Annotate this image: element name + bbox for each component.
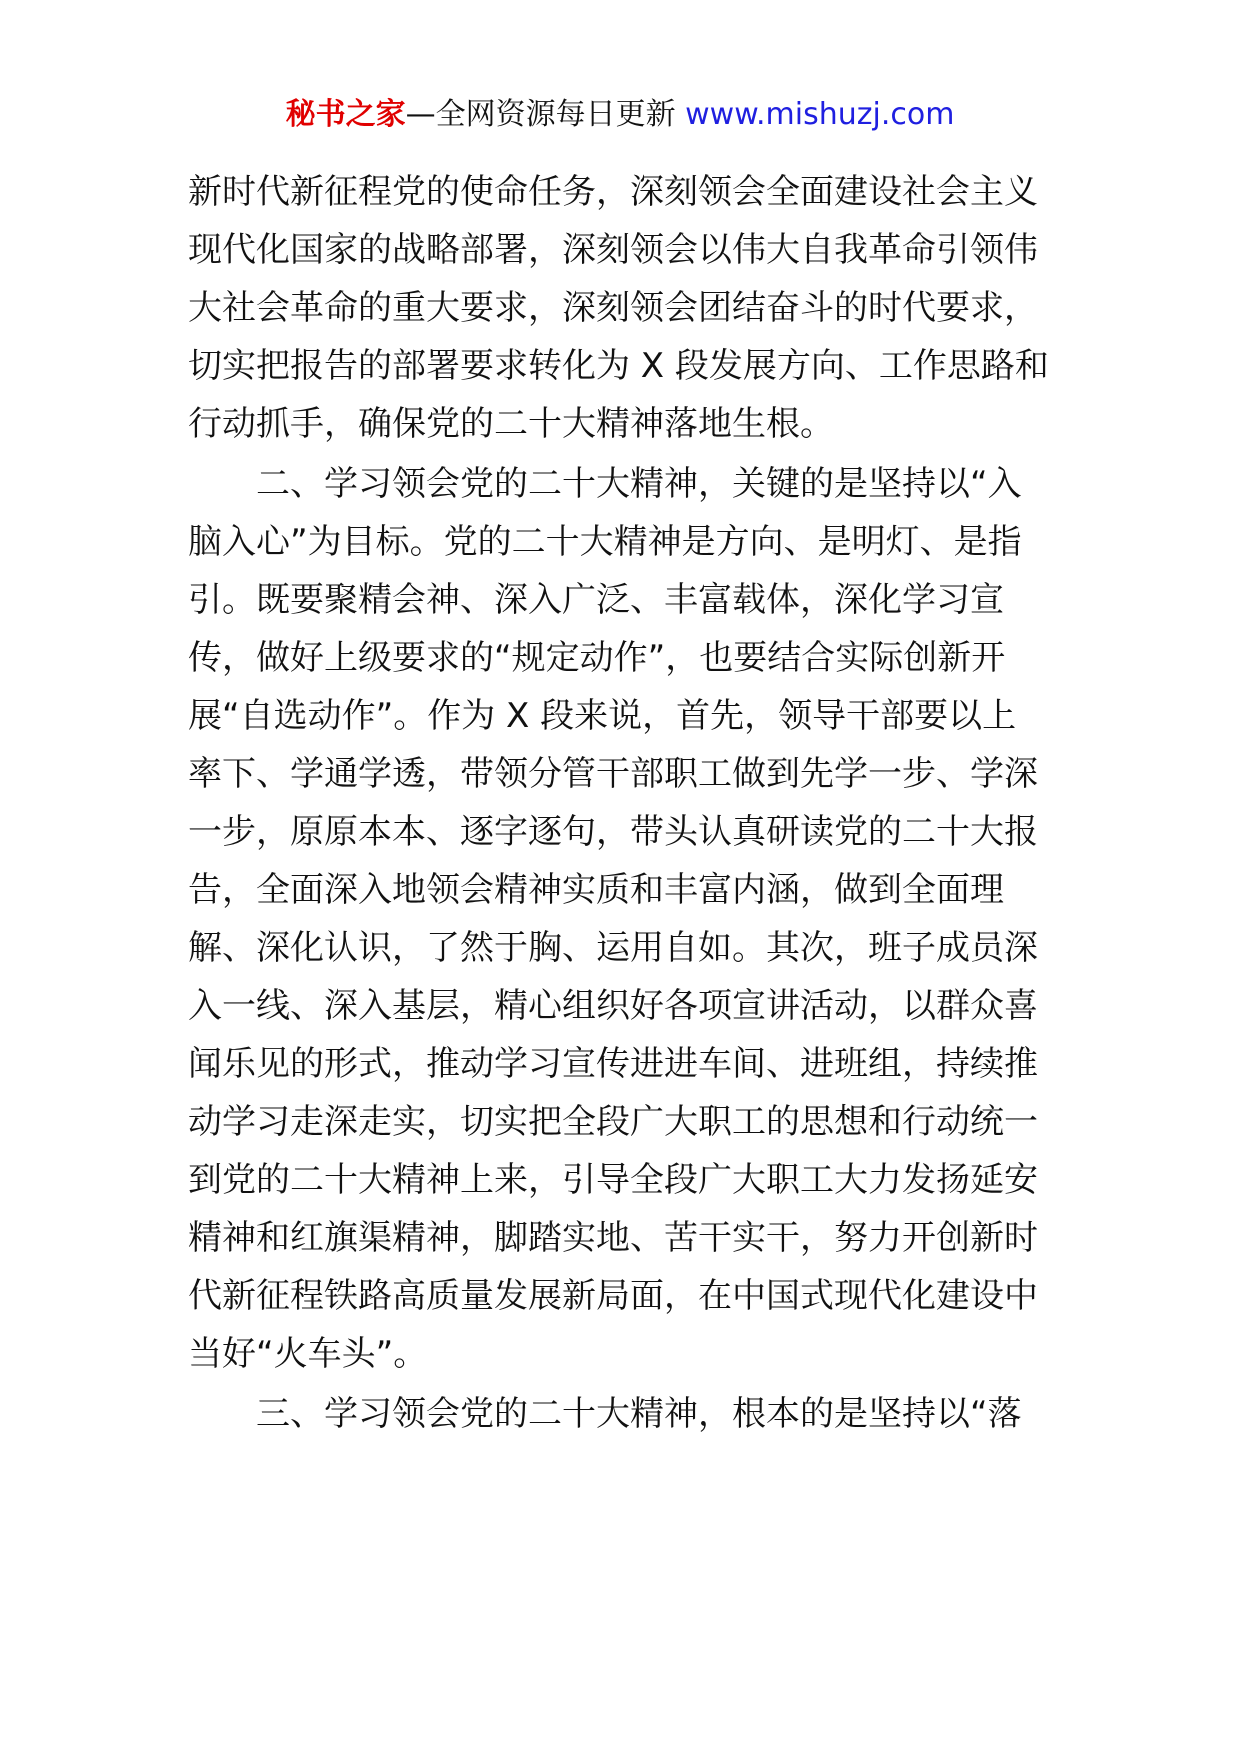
text-line: 行动抓手，确保党的二十大精神落地生根。 [188, 404, 834, 444]
text-line: 代新征程铁路高质量发展新局面，在中国式现代化建设中 [188, 1276, 1038, 1316]
text-line: 到党的二十大精神上来，引导全段广大职工大力发扬延安 [188, 1160, 1038, 1200]
text-line: 当好“火车头”。 [188, 1334, 428, 1374]
text-line: 脑入心”为目标。党的二十大精神是方向、是明灯、是指 [188, 522, 1022, 562]
text-line: 引。既要聚精会神、深入广泛、丰富载体，深化学习宣 [188, 580, 1004, 620]
text-line: 率下、学通学透，带领分管干部职工做到先学一步、学深 [188, 754, 1038, 794]
text-line: 解、深化认识，了然于胸、运用自如。其次，班子成员深 [188, 928, 1038, 968]
paragraph-heading-2: 二、学习领会党的二十大精神，关键的是坚持以“入 [256, 464, 1022, 504]
text-line: 切实把报告的部署要求转化为 X 段发展方向、工作思路和 [188, 346, 1049, 386]
text-line: 入一线、深入基层，精心组织好各项宣讲活动，以群众喜 [188, 986, 1038, 1026]
text-line: 一步，原原本本、逐字逐句，带头认真研读党的二十大报 [188, 812, 1038, 852]
text-line: 告，全面深入地领会精神实质和丰富内涵，做到全面理 [188, 870, 1004, 910]
site-tagline: —全网资源每日更新 [405, 97, 676, 132]
site-url-link[interactable]: www.mishuzj.com [685, 97, 955, 132]
text-line: 精神和红旗渠精神，脚踏实地、苦干实干，努力开创新时 [188, 1218, 1038, 1258]
text-line: 展“自选动作”。作为 X 段来说，首先，领导干部要以上 [188, 696, 1017, 736]
text-line: 传，做好上级要求的“规定动作”，也要结合实际创新开 [188, 638, 1006, 678]
paragraph-heading-3: 三、学习领会党的二十大精神，根本的是坚持以“落 [256, 1394, 1022, 1434]
text-line: 大社会革命的重大要求，深刻领会团结奋斗的时代要求， [188, 288, 1038, 328]
text-line: 闻乐见的形式，推动学习宣传进进车间、进班组，持续推 [188, 1044, 1038, 1084]
text-line: 现代化国家的战略部署，深刻领会以伟大自我革命引领伟 [188, 230, 1038, 270]
text-line: 新时代新征程党的使命任务，深刻领会全面建设社会主义 [188, 172, 1038, 212]
site-brand: 秘书之家 [285, 97, 406, 132]
site-header [0, 95, 1240, 135]
text-line: 动学习走深走实，切实把全段广大职工的思想和行动统一 [188, 1102, 1038, 1142]
